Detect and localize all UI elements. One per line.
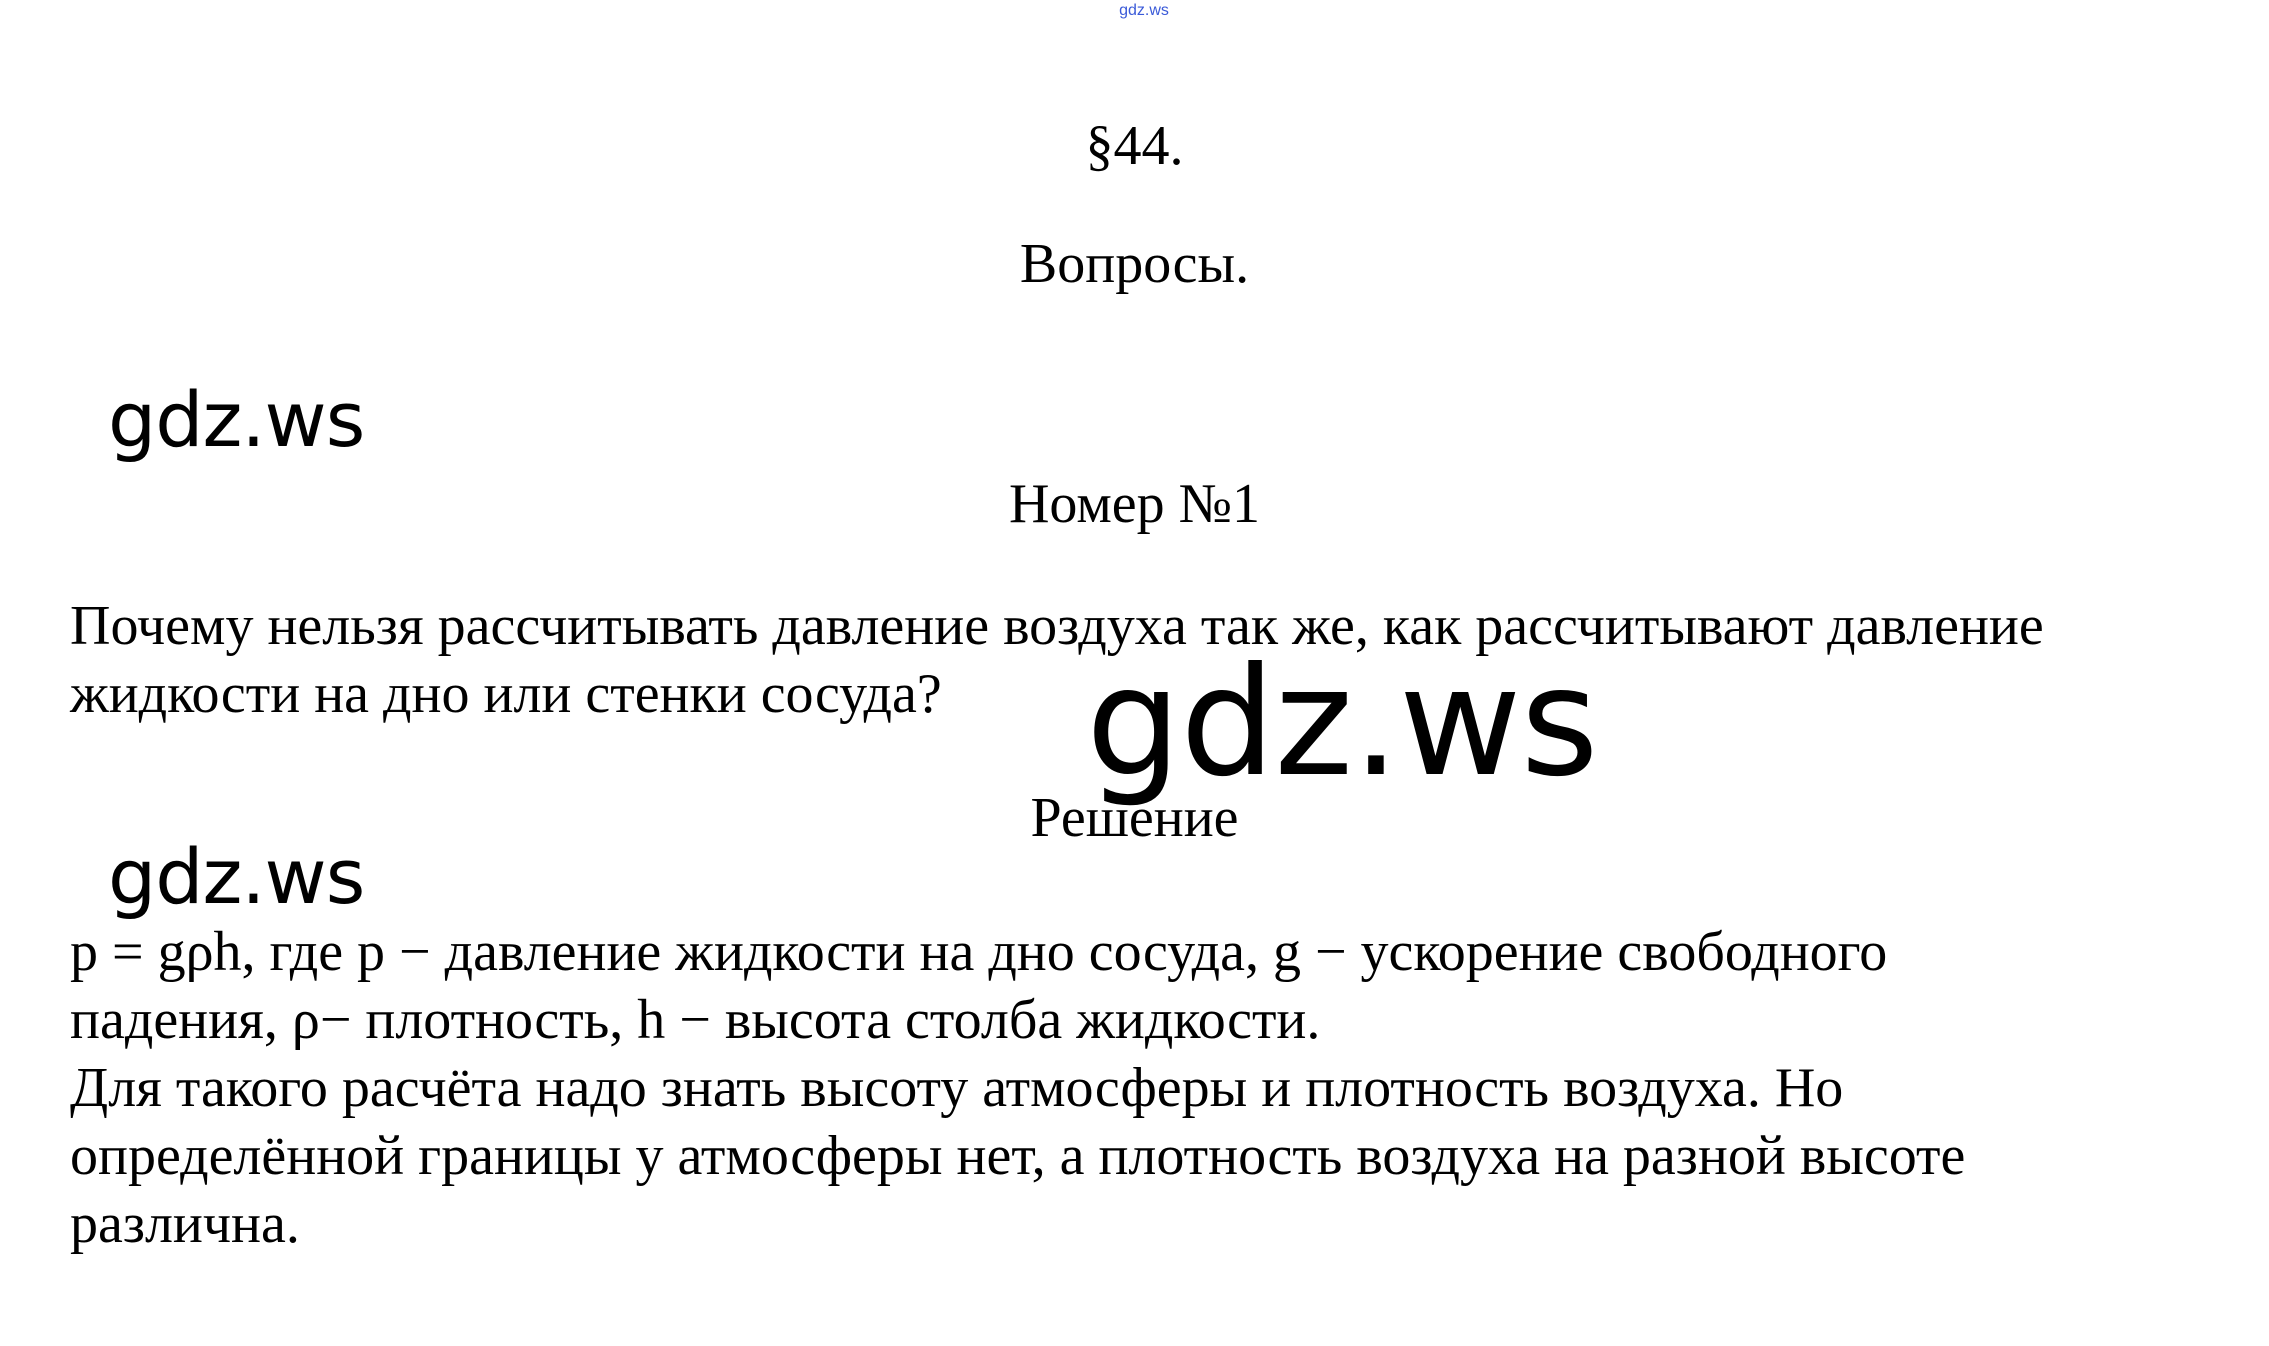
- section-number: §44.: [1085, 115, 1184, 177]
- question-line: жидкости на дно или стенки сосуда?: [70, 663, 942, 725]
- top-site-mark: gdz.ws: [1119, 2, 1169, 19]
- problem-number-heading: Номер №1: [1008, 473, 1261, 535]
- solution-text: [70, 918, 2240, 1258]
- solution-line: различна.: [70, 1193, 300, 1255]
- watermark-small: gdz.ws: [108, 832, 365, 921]
- question-line: Почему нельзя рассчитывать давление воздуха так же, как рассчитывают давление: [70, 595, 2044, 657]
- solution-line: определённой границы у атмосферы нет, а плотность воздуха на разной высоте: [70, 1125, 1966, 1187]
- watermark-large: gdz.ws: [1086, 636, 1598, 810]
- watermark-small: gdz.ws: [108, 375, 365, 464]
- solution-line: p = gρh, где p − давление жидкости на дно сосуда, g − ускорение свободного: [70, 921, 1888, 983]
- solution-heading: Решение: [1030, 787, 1239, 849]
- questions-heading: Вопросы.: [1019, 233, 1250, 295]
- solution-line: Для такого расчёта надо знать высоту атмосферы и плотность воздуха. Но: [70, 1057, 1844, 1119]
- solution-line: падения, ρ− плотность, h − высота столба жидкости.: [70, 989, 1321, 1051]
